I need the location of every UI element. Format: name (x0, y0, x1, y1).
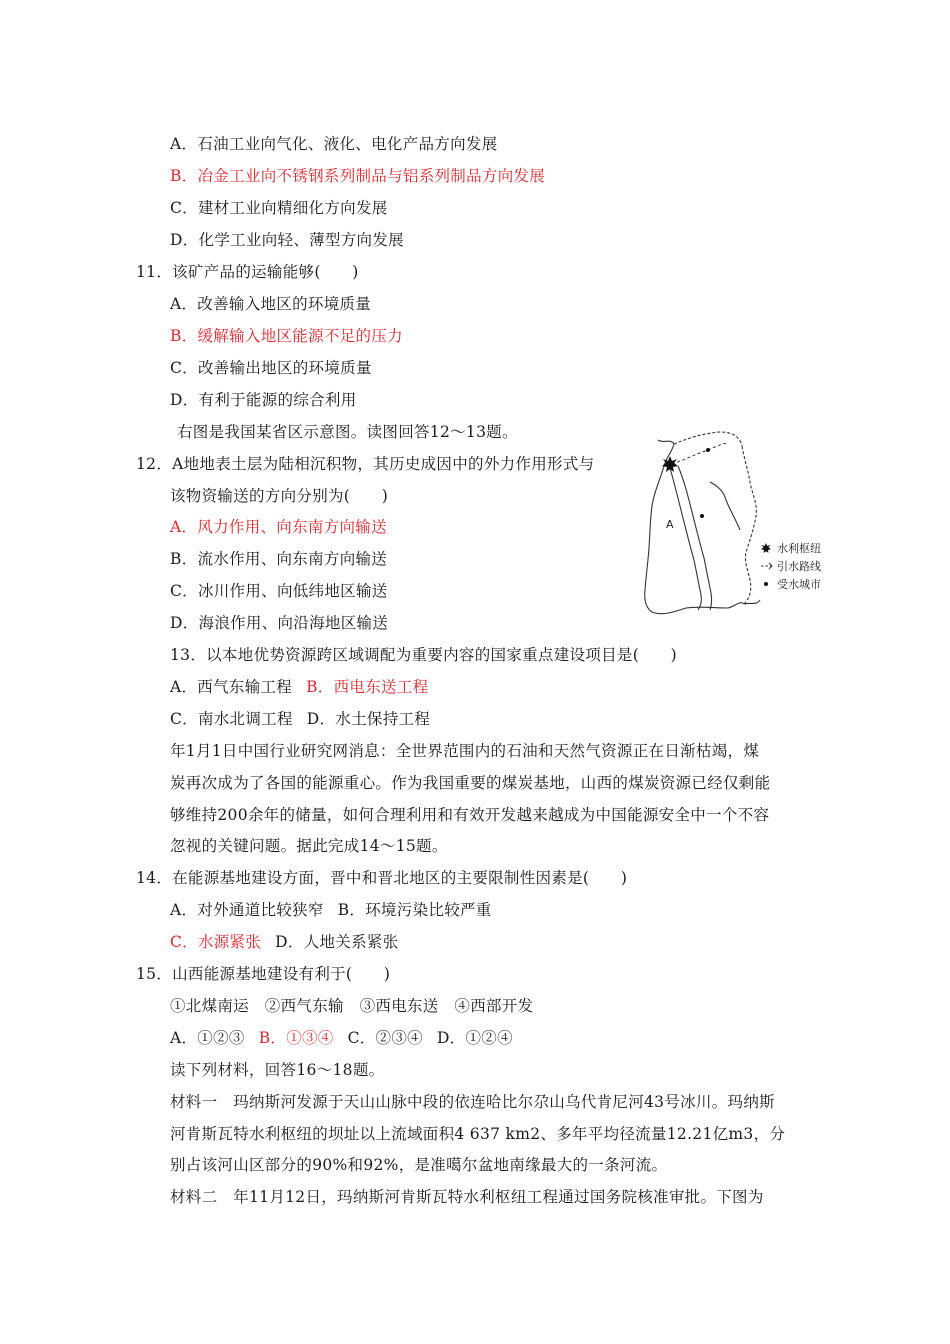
receiving-city-dot (700, 514, 704, 518)
q15-option-b-answer: B．①③④ (258, 1029, 334, 1047)
q14-option-c-answer: C．水源紧张 (170, 933, 262, 951)
q10-option-c: C．建材工业向精细化方向发展 (170, 199, 388, 217)
legend-hydro-hub: 水利枢纽 (777, 542, 821, 555)
q10-option-b-answer: B．冶金工业向不锈钢系列制品与铝系列制品方向发展 (170, 167, 546, 185)
map-label-a: A (666, 518, 674, 531)
q13-stem: 13．以本地优势资源跨区域调配为重要内容的国家重点建设项目是( ) (170, 646, 678, 664)
intro-12-13: 右图是我国某省区示意图。读图回答12～13题。 (177, 423, 518, 441)
province-sketch-map (640, 430, 830, 620)
material-2-line: 材料二 年11月12日，玛纳斯河肯斯瓦特水利枢纽工程通过国务院核准审批。下图为 (170, 1188, 764, 1206)
q11-option-a: A．改善输入地区的环境质量 (170, 295, 372, 313)
q11-stem: 11．该矿产品的运输能够( ) (136, 263, 359, 281)
q14-option-d: D．人地关系紧张 (275, 933, 399, 951)
passage-line: 忽视的关键问题。据此完成14～15题。 (170, 837, 448, 855)
material-1-line: 材料一 玛纳斯河发源于天山山脉中段的依连哈比尔尕山乌代肯尼河43号冰川。玛纳斯 (170, 1093, 775, 1111)
q14-options-cd (170, 932, 399, 952)
material-1-line: 河肯斯瓦特水利枢纽的坝址以上流域面积4 637 km2、多年平均径流量12.21亿m3，分 (170, 1125, 786, 1143)
passage-line: 炭再次成为了各国的能源重心。作为我国重要的煤炭基地，山西的煤炭资源已经仅剩能 (170, 774, 771, 792)
q14-options-ab (170, 900, 492, 920)
q11-option-d: D．有利于能源的综合利用 (170, 391, 357, 409)
q13-options-ab (170, 677, 428, 697)
q13-option-a: A．西气东输工程 (170, 678, 293, 696)
q14-option-a: A．对外通道比较狭窄 (170, 901, 324, 919)
q10-option-a: A．石油工业向气化、液化、电化产品方向发展 (170, 135, 498, 153)
q15-options (170, 1028, 513, 1048)
q11-option-b-answer: B．缓解输入地区能源不足的压力 (170, 327, 403, 345)
q12-option-a-answer: A．风力作用、向东南方向输送 (170, 518, 387, 536)
q11-option-c: C．改善输出地区的环境质量 (170, 359, 372, 377)
legend-receiving-city: 受水城市 (777, 578, 821, 591)
receiving-city-dot (706, 448, 710, 452)
material-1-line: 别占该河山区部分的90%和92%，是准噶尔盆地南缘最大的一条河流。 (170, 1156, 668, 1174)
q15-option-a: A．①②③ (170, 1029, 245, 1047)
q13-options-cd (170, 709, 430, 729)
q12-option-c: C．冰川作用、向低纬地区输送 (170, 582, 388, 600)
q12-stem-line2: 该物资输送的方向分别为( ) (170, 487, 389, 505)
q13-option-d: D．水土保持工程 (306, 710, 431, 728)
legend-diversion-route: 引水路线 (777, 560, 821, 573)
passage-line: 年1月1日中国行业研究网消息：全世界范围内的石油和天然气资源正在日渐枯竭，煤 (170, 742, 760, 760)
q15-option-d: D．①②④ (436, 1029, 513, 1047)
q13-option-b-answer: B．西电东送工程 (306, 678, 429, 696)
intro-16-18: 读下列材料，回答16～18题。 (170, 1061, 385, 1079)
q12-option-d: D．海浪作用、向沿海地区输送 (170, 614, 389, 632)
q15-stem: 15．山西能源基地建设有利于( ) (136, 965, 391, 983)
q12-option-b: B．流水作用、向东南方向输送 (170, 550, 388, 568)
q12-stem-line1: 12．A地地表土层为陆相沉积物，其历史成因中的外力作用形式与 (136, 455, 595, 473)
q15-option-c: C．②③④ (347, 1029, 423, 1047)
q14-stem: 14．在能源基地建设方面，晋中和晋北地区的主要限制性因素是( ) (136, 869, 628, 887)
passage-line: 够维持200余年的储量，如何合理利用和有效开发越来越成为中国能源安全中一个不容 (170, 806, 770, 824)
q14-option-b: B．环境污染比较严重 (337, 901, 492, 919)
q15-items: ①北煤南运 ②西气东输 ③西电东送 ④西部开发 (170, 997, 534, 1015)
q10-option-d: D．化学工业向轻、薄型方向发展 (170, 231, 404, 249)
map-legend (761, 541, 821, 591)
q13-option-c: C．南水北调工程 (170, 710, 293, 728)
